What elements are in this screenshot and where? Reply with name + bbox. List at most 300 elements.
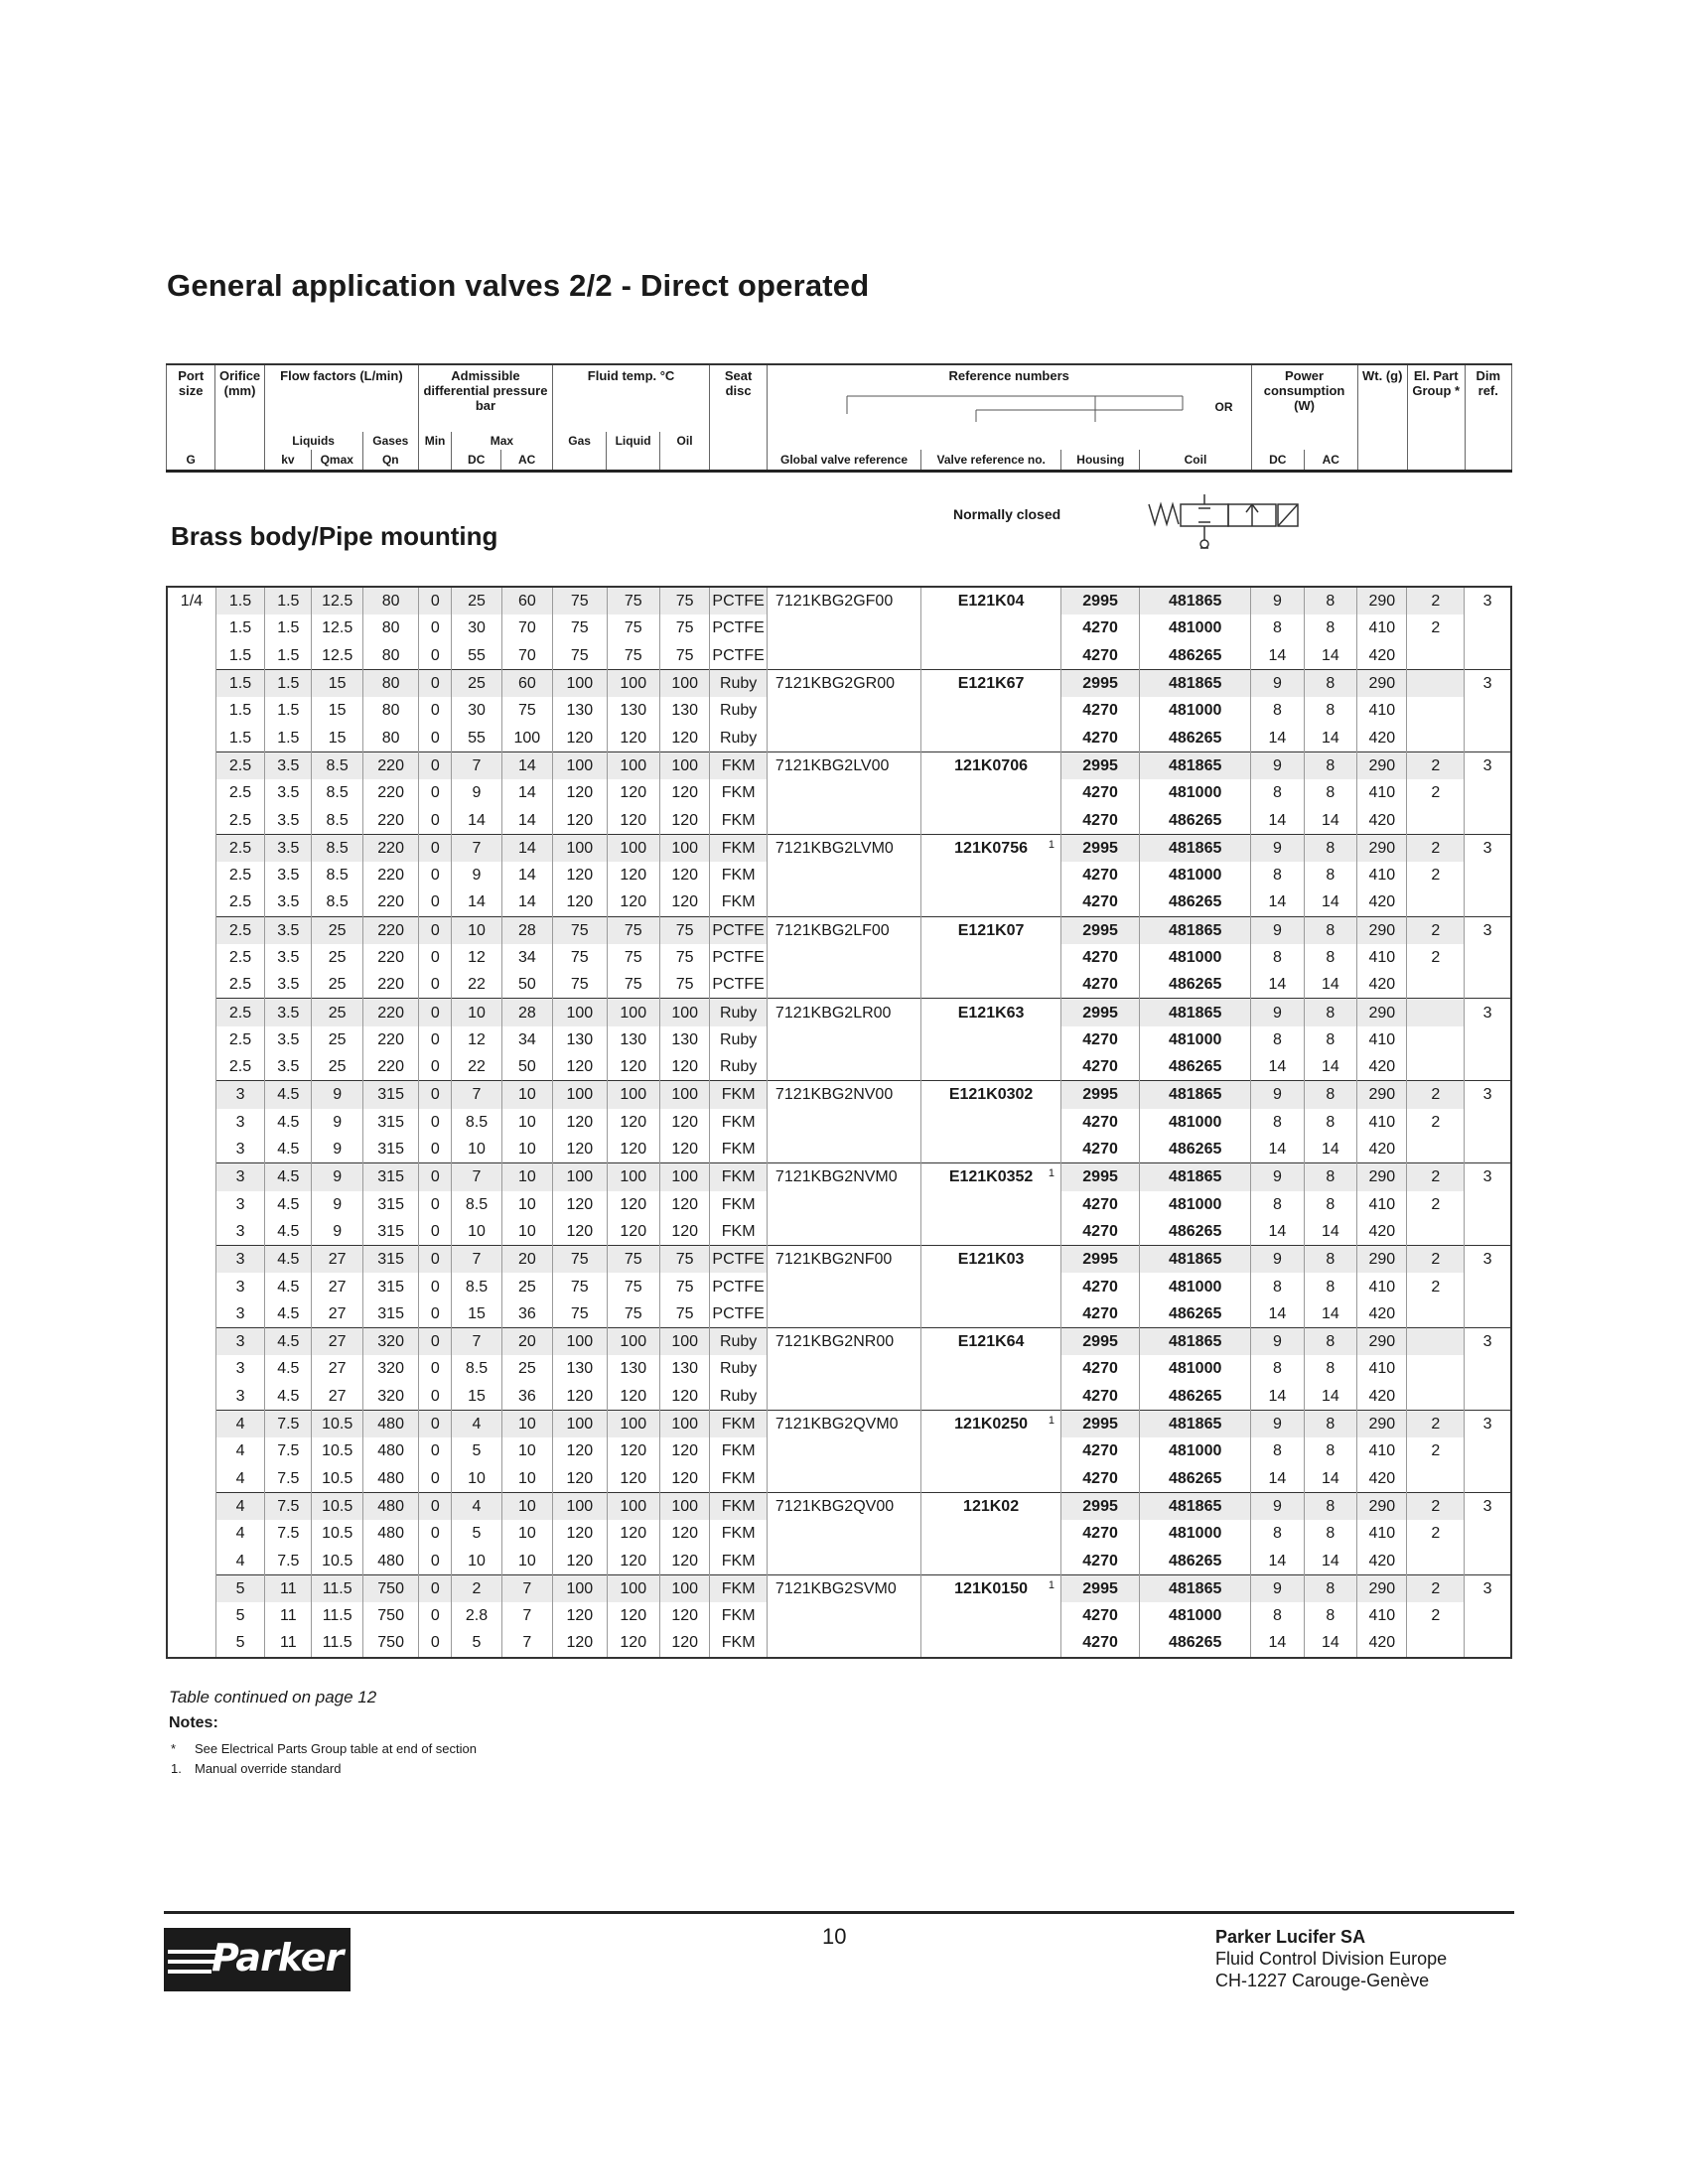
cell-max-ac: 7 [501, 1574, 552, 1602]
cell-weight: 420 [1357, 806, 1407, 834]
cell-dim-ref [1465, 1602, 1511, 1629]
header-orifice: Orifice (mm) [215, 364, 264, 450]
cell-coil: 481000 [1140, 1191, 1251, 1218]
cell-max-ac: 50 [501, 971, 552, 999]
cell-coil: 481000 [1140, 697, 1251, 724]
cell-seat-disc: FKM [710, 1163, 768, 1191]
cell-power-dc: 8 [1251, 1109, 1304, 1136]
cell-qmax: 27 [312, 1383, 362, 1411]
cell-dim-ref [1465, 614, 1511, 641]
cell-max-ac: 10 [501, 1136, 552, 1163]
cell-coil: 486265 [1140, 971, 1251, 999]
cell-kv: 3.5 [265, 751, 312, 779]
cell-qn: 220 [362, 806, 419, 834]
cell-kv: 3.5 [265, 944, 312, 971]
cell-housing: 4270 [1061, 1026, 1140, 1053]
cell-max-ac: 10 [501, 1437, 552, 1464]
cell-qmax: 25 [312, 1053, 362, 1081]
table-row [167, 1026, 1511, 1053]
cell-temp-gas: 75 [553, 587, 607, 614]
cell-max-dc: 10 [452, 1218, 501, 1246]
cell-coil: 481865 [1140, 669, 1251, 697]
cell-seat-disc: FKM [710, 1602, 768, 1629]
cell-temp-oil: 130 [659, 697, 709, 724]
cell-kv: 4.5 [265, 1383, 312, 1411]
cell-housing: 2995 [1061, 1163, 1140, 1191]
cell-dim-ref: 3 [1465, 1410, 1511, 1437]
cell-power-dc: 8 [1251, 1520, 1304, 1547]
cell-coil: 481865 [1140, 1574, 1251, 1602]
cell-qn: 315 [362, 1246, 419, 1274]
cell-port-size: 1/4 [167, 587, 215, 1658]
cell-max-ac: 34 [501, 944, 552, 971]
cell-min: 0 [419, 888, 452, 916]
table-row [167, 1136, 1511, 1163]
cell-temp-oil: 120 [659, 1629, 709, 1657]
cell-kv: 3.5 [265, 1053, 312, 1081]
cell-coil: 486265 [1140, 1629, 1251, 1657]
cell-temp-oil: 120 [659, 1602, 709, 1629]
valve-symbol-icon [1145, 490, 1304, 560]
cell-min: 0 [419, 1163, 452, 1191]
cell-seat-disc: FKM [710, 1191, 768, 1218]
cell-valve-reference-no [921, 1300, 1061, 1328]
note-reference: 1 [1048, 1167, 1055, 1180]
cell-power-ac: 8 [1304, 1026, 1356, 1053]
cell-max-ac: 28 [501, 999, 552, 1026]
cell-max-ac: 70 [501, 642, 552, 670]
cell-temp-oil: 75 [659, 614, 709, 641]
normally-closed-label: Normally closed [953, 506, 1061, 522]
cell-temp-liquid: 100 [607, 1081, 659, 1109]
cell-max-dc: 15 [452, 1383, 501, 1411]
cell-qmax: 27 [312, 1273, 362, 1299]
cell-max-ac: 10 [501, 1163, 552, 1191]
header-g: G [167, 450, 215, 472]
cell-max-dc: 7 [452, 1081, 501, 1109]
cell-min: 0 [419, 1520, 452, 1547]
cell-el-part-group: 2 [1407, 1163, 1465, 1191]
cell-max-ac: 10 [501, 1191, 552, 1218]
cell-qn: 220 [362, 944, 419, 971]
cell-global-valve-reference [767, 1109, 920, 1136]
valve-reference-text: E121K67 [957, 675, 1025, 693]
cell-qn: 480 [362, 1410, 419, 1437]
cell-valve-reference-no [921, 1547, 1061, 1574]
cell-temp-liquid: 120 [607, 1520, 659, 1547]
cell-dim-ref [1465, 779, 1511, 806]
cell-global-valve-reference: 7121KBG2SVM0 [767, 1574, 920, 1602]
cell-temp-gas: 130 [553, 697, 607, 724]
cell-temp-liquid: 100 [607, 1574, 659, 1602]
cell-valve-reference-no [921, 1026, 1061, 1053]
cell-valve-reference-no [921, 1328, 1061, 1356]
cell-el-part-group [1407, 888, 1465, 916]
cell-max-dc: 7 [452, 751, 501, 779]
cell-qmax: 8.5 [312, 806, 362, 834]
cell-orifice: 3 [215, 1273, 264, 1299]
cell-power-ac: 14 [1304, 1629, 1356, 1657]
cell-max-dc: 7 [452, 1246, 501, 1274]
cell-max-dc: 7 [452, 1328, 501, 1356]
cell-qn: 315 [362, 1191, 419, 1218]
cell-qn: 315 [362, 1081, 419, 1109]
cell-kv: 3.5 [265, 862, 312, 888]
cell-power-dc: 9 [1251, 1163, 1304, 1191]
header-reference-title: Reference numbers [948, 368, 1069, 383]
cell-power-dc: 14 [1251, 642, 1304, 670]
cell-housing: 4270 [1061, 779, 1140, 806]
cell-el-part-group [1407, 1465, 1465, 1493]
cell-coil: 481000 [1140, 1273, 1251, 1299]
cell-coil: 481000 [1140, 862, 1251, 888]
table-row [167, 724, 1511, 751]
cell-valve-reference-no [921, 669, 1061, 697]
cell-temp-oil: 130 [659, 1026, 709, 1053]
cell-min: 0 [419, 724, 452, 751]
cell-housing: 4270 [1061, 614, 1140, 641]
cell-min: 0 [419, 614, 452, 641]
cell-weight: 290 [1357, 587, 1407, 614]
cell-max-dc: 30 [452, 614, 501, 641]
cell-weight: 410 [1357, 779, 1407, 806]
cell-temp-oil: 100 [659, 1081, 709, 1109]
cell-min: 0 [419, 999, 452, 1026]
cell-power-ac: 8 [1304, 916, 1356, 944]
cell-orifice: 2.5 [215, 834, 264, 862]
cell-max-dc: 10 [452, 1465, 501, 1493]
cell-coil: 481865 [1140, 1246, 1251, 1274]
cell-dim-ref: 3 [1465, 669, 1511, 697]
cell-valve-reference-no [921, 834, 1061, 862]
cell-weight: 410 [1357, 1520, 1407, 1547]
cell-coil: 486265 [1140, 642, 1251, 670]
cell-kv: 1.5 [265, 697, 312, 724]
header-port-size: Port size [167, 364, 215, 450]
cell-temp-liquid: 120 [607, 1191, 659, 1218]
cell-weight: 290 [1357, 1410, 1407, 1437]
cell-temp-oil: 100 [659, 1328, 709, 1356]
cell-power-ac: 8 [1304, 669, 1356, 697]
cell-housing: 4270 [1061, 1602, 1140, 1629]
table-row [167, 1574, 1511, 1602]
table-row [167, 1547, 1511, 1574]
cell-valve-reference-no [921, 1465, 1061, 1493]
cell-kv: 11 [265, 1629, 312, 1657]
cell-seat-disc: Ruby [710, 1053, 768, 1081]
table-row [167, 1520, 1511, 1547]
cell-power-ac: 8 [1304, 1328, 1356, 1356]
cell-max-dc: 15 [452, 1300, 501, 1328]
cell-max-ac: 20 [501, 1328, 552, 1356]
header-weight: Wt. (g) [1357, 364, 1407, 450]
cell-global-valve-reference [767, 1547, 920, 1574]
cell-qn: 80 [362, 669, 419, 697]
cell-global-valve-reference: 7121KBG2LF00 [767, 916, 920, 944]
cell-kv: 3.5 [265, 806, 312, 834]
cell-global-valve-reference [767, 779, 920, 806]
table-row [167, 1053, 1511, 1081]
cell-orifice: 2.5 [215, 1026, 264, 1053]
cell-temp-gas: 75 [553, 971, 607, 999]
cell-dim-ref [1465, 1136, 1511, 1163]
cell-dim-ref: 3 [1465, 999, 1511, 1026]
cell-temp-oil: 120 [659, 806, 709, 834]
cell-qmax: 12.5 [312, 642, 362, 670]
cell-seat-disc: Ruby [710, 1026, 768, 1053]
cell-max-dc: 55 [452, 642, 501, 670]
cell-kv: 4.5 [265, 1300, 312, 1328]
cell-max-ac: 10 [501, 1547, 552, 1574]
cell-global-valve-reference [767, 1300, 920, 1328]
cell-el-part-group [1407, 971, 1465, 999]
cell-qmax: 10.5 [312, 1410, 362, 1437]
table-row [167, 697, 1511, 724]
cell-max-ac: 10 [501, 1465, 552, 1493]
cell-power-ac: 14 [1304, 724, 1356, 751]
cell-valve-reference-no [921, 697, 1061, 724]
cell-temp-liquid: 75 [607, 971, 659, 999]
cell-coil: 481865 [1140, 1163, 1251, 1191]
cell-max-dc: 2 [452, 1574, 501, 1602]
company-location: CH-1227 Carouge-Genève [1215, 1971, 1430, 1990]
cell-coil: 481865 [1140, 751, 1251, 779]
cell-max-dc: 10 [452, 916, 501, 944]
cell-el-part-group: 2 [1407, 916, 1465, 944]
header-admissible-pressure: Admissible differential pressure bar [419, 364, 553, 432]
cell-seat-disc: PCTFE [710, 587, 768, 614]
cell-valve-reference-no [921, 1053, 1061, 1081]
cell-temp-oil: 100 [659, 834, 709, 862]
cell-kv: 4.5 [265, 1355, 312, 1382]
cell-global-valve-reference [767, 642, 920, 670]
cell-dim-ref [1465, 1547, 1511, 1574]
cell-temp-oil: 120 [659, 1191, 709, 1218]
cell-power-dc: 9 [1251, 834, 1304, 862]
cell-kv: 1.5 [265, 587, 312, 614]
cell-max-dc: 12 [452, 1026, 501, 1053]
valve-reference-text: 121K0250 [954, 1416, 1028, 1433]
cell-housing: 4270 [1061, 724, 1140, 751]
cell-dim-ref [1465, 1026, 1511, 1053]
cell-kv: 4.5 [265, 1109, 312, 1136]
cell-kv: 1.5 [265, 642, 312, 670]
valve-reference-text: E121K64 [957, 1333, 1025, 1351]
cell-qn: 220 [362, 751, 419, 779]
cell-max-ac: 10 [501, 1081, 552, 1109]
cell-el-part-group [1407, 642, 1465, 670]
cell-el-part-group [1407, 697, 1465, 724]
cell-temp-gas: 120 [553, 1547, 607, 1574]
cell-el-part-group [1407, 1328, 1465, 1356]
cell-temp-gas: 120 [553, 806, 607, 834]
cell-max-ac: 7 [501, 1602, 552, 1629]
cell-temp-oil: 120 [659, 724, 709, 751]
cell-min: 0 [419, 1081, 452, 1109]
cell-max-dc: 9 [452, 862, 501, 888]
cell-temp-liquid: 120 [607, 1053, 659, 1081]
cell-dim-ref: 3 [1465, 916, 1511, 944]
cell-weight: 290 [1357, 834, 1407, 862]
table-row [167, 1081, 1511, 1109]
cell-coil: 486265 [1140, 1136, 1251, 1163]
valve-reference-text: E121K03 [957, 1251, 1025, 1269]
cell-weight: 420 [1357, 971, 1407, 999]
cell-qn: 315 [362, 1163, 419, 1191]
cell-qn: 750 [362, 1574, 419, 1602]
cell-orifice: 2.5 [215, 971, 264, 999]
cell-global-valve-reference [767, 724, 920, 751]
header-qmax: Qmax [312, 450, 362, 472]
cell-dim-ref: 3 [1465, 1328, 1511, 1356]
cell-el-part-group: 2 [1407, 862, 1465, 888]
table-row [167, 1602, 1511, 1629]
cell-housing: 2995 [1061, 1328, 1140, 1356]
cell-dim-ref [1465, 697, 1511, 724]
header-coil: Coil [1140, 450, 1251, 472]
cell-valve-reference-no [921, 888, 1061, 916]
cell-power-dc: 14 [1251, 1465, 1304, 1493]
cell-power-dc: 9 [1251, 1328, 1304, 1356]
cell-orifice: 3 [215, 1081, 264, 1109]
cell-qmax: 10.5 [312, 1437, 362, 1464]
cell-power-ac: 14 [1304, 806, 1356, 834]
cell-temp-oil: 100 [659, 1163, 709, 1191]
cell-housing: 4270 [1061, 1383, 1140, 1411]
cell-housing: 4270 [1061, 1437, 1140, 1464]
cell-power-ac: 8 [1304, 944, 1356, 971]
header-qn: Qn [362, 450, 419, 472]
valve-reference-text: E121K63 [957, 1004, 1025, 1022]
table-row [167, 806, 1511, 834]
header-liquids: Liquids [264, 432, 362, 450]
cell-housing: 4270 [1061, 1053, 1140, 1081]
cell-orifice: 4 [215, 1547, 264, 1574]
cell-temp-oil: 100 [659, 1574, 709, 1602]
cell-temp-liquid: 100 [607, 751, 659, 779]
cell-temp-gas: 120 [553, 1602, 607, 1629]
table-row [167, 1629, 1511, 1657]
cell-global-valve-reference: 7121KBG2NR00 [767, 1328, 920, 1356]
cell-max-ac: 14 [501, 779, 552, 806]
cell-dim-ref: 3 [1465, 1246, 1511, 1274]
cell-el-part-group: 2 [1407, 614, 1465, 641]
cell-weight: 290 [1357, 1246, 1407, 1274]
cell-kv: 4.5 [265, 1218, 312, 1246]
cell-valve-reference-no [921, 1246, 1061, 1274]
cell-global-valve-reference: 7121KBG2GR00 [767, 669, 920, 697]
cell-max-ac: 70 [501, 614, 552, 641]
cell-power-ac: 8 [1304, 999, 1356, 1026]
cell-global-valve-reference [767, 1355, 920, 1382]
header-global-valve-reference: Global valve reference [767, 450, 920, 472]
cell-housing: 2995 [1061, 916, 1140, 944]
valve-reference-text: 121K02 [963, 1497, 1020, 1515]
cell-power-dc: 14 [1251, 1053, 1304, 1081]
cell-temp-gas: 75 [553, 614, 607, 641]
cell-qmax: 11.5 [312, 1574, 362, 1602]
note-item [171, 1759, 477, 1779]
cell-valve-reference-no [921, 724, 1061, 751]
cell-seat-disc: Ruby [710, 1383, 768, 1411]
cell-housing: 4270 [1061, 1520, 1140, 1547]
notes-heading: Notes: [169, 1714, 218, 1731]
cell-qmax: 11.5 [312, 1602, 362, 1629]
valve-reference-text: E121K0302 [948, 1086, 1034, 1104]
company-address [1215, 1926, 1447, 1991]
cell-qmax: 10.5 [312, 1492, 362, 1520]
cell-min: 0 [419, 1273, 452, 1299]
cell-dim-ref [1465, 724, 1511, 751]
cell-temp-gas: 75 [553, 1246, 607, 1274]
cell-temp-oil: 120 [659, 779, 709, 806]
cell-min: 0 [419, 1410, 452, 1437]
cell-orifice: 3 [215, 1300, 264, 1328]
cell-max-dc: 25 [452, 587, 501, 614]
cell-power-ac: 8 [1304, 1437, 1356, 1464]
cell-power-ac: 14 [1304, 888, 1356, 916]
cell-max-ac: 10 [501, 1218, 552, 1246]
cell-dim-ref [1465, 1300, 1511, 1328]
cell-seat-disc: PCTFE [710, 1300, 768, 1328]
table-row [167, 1355, 1511, 1382]
cell-global-valve-reference [767, 1520, 920, 1547]
cell-weight: 410 [1357, 1437, 1407, 1464]
cell-global-valve-reference [767, 862, 920, 888]
cell-valve-reference-no [921, 999, 1061, 1026]
cell-power-dc: 8 [1251, 1355, 1304, 1382]
cell-dim-ref [1465, 1053, 1511, 1081]
cell-max-dc: 9 [452, 779, 501, 806]
cell-max-ac: 14 [501, 862, 552, 888]
cell-temp-oil: 75 [659, 1246, 709, 1274]
cell-temp-liquid: 120 [607, 1602, 659, 1629]
table-row [167, 642, 1511, 670]
cell-max-dc: 22 [452, 971, 501, 999]
cell-valve-reference-no [921, 1191, 1061, 1218]
table-row [167, 834, 1511, 862]
cell-temp-gas: 75 [553, 916, 607, 944]
cell-qmax: 10.5 [312, 1465, 362, 1493]
cell-temp-gas: 120 [553, 1109, 607, 1136]
cell-dim-ref [1465, 1218, 1511, 1246]
cell-power-ac: 14 [1304, 971, 1356, 999]
cell-power-dc: 8 [1251, 1191, 1304, 1218]
cell-qmax: 25 [312, 971, 362, 999]
cell-qn: 315 [362, 1300, 419, 1328]
table-row [167, 1273, 1511, 1299]
cell-el-part-group: 2 [1407, 1602, 1465, 1629]
cell-valve-reference-no [921, 751, 1061, 779]
cell-dim-ref: 3 [1465, 834, 1511, 862]
cell-kv: 7.5 [265, 1437, 312, 1464]
cell-global-valve-reference [767, 1218, 920, 1246]
cell-orifice: 3 [215, 1163, 264, 1191]
cell-temp-gas: 120 [553, 779, 607, 806]
cell-temp-liquid: 75 [607, 1246, 659, 1274]
cell-qmax: 9 [312, 1081, 362, 1109]
cell-qmax: 27 [312, 1246, 362, 1274]
cell-dim-ref: 3 [1465, 1574, 1511, 1602]
cell-weight: 290 [1357, 1081, 1407, 1109]
cell-qmax: 8.5 [312, 779, 362, 806]
cell-temp-liquid: 75 [607, 944, 659, 971]
cell-coil: 481000 [1140, 1437, 1251, 1464]
cell-weight: 420 [1357, 1465, 1407, 1493]
company-division: Fluid Control Division Europe [1215, 1949, 1448, 1969]
cell-qmax: 9 [312, 1109, 362, 1136]
cell-max-dc: 7 [452, 1163, 501, 1191]
